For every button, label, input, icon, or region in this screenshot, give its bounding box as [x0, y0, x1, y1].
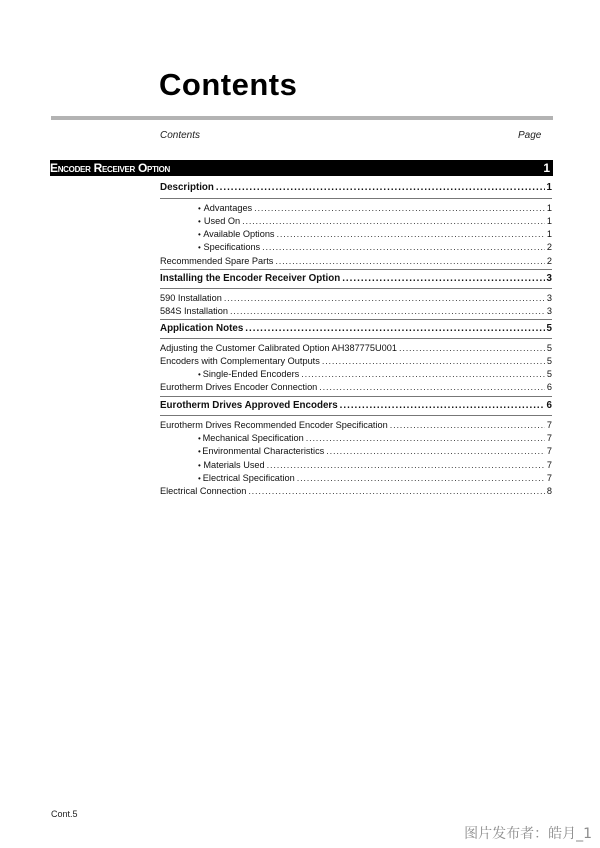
bullet-icon: • [198, 474, 201, 483]
toc-entry-recommended-encoder-spec[interactable] [160, 419, 552, 431]
toc-entry-page: 5 [546, 369, 552, 379]
toc-entry-materials-used[interactable] [160, 459, 552, 471]
toc-entry-584s-installation[interactable] [160, 305, 552, 317]
toc-entry-approved-encoders[interactable] [160, 400, 552, 412]
toc-entry-page: 1 [546, 216, 552, 226]
toc-entry-page: 1 [546, 229, 552, 239]
toc-entry-page: 1 [546, 203, 552, 213]
dot-leader [277, 228, 545, 240]
toc-entry-page: 7 [546, 433, 552, 443]
bullet-icon: • [198, 230, 201, 239]
page-title: Contents [159, 67, 298, 102]
page-column-header: Page [518, 130, 542, 141]
toc-entry-page: 5 [546, 323, 552, 334]
divider [160, 198, 552, 199]
toc-entry-page: 7 [546, 460, 552, 470]
toc-entry-used-on[interactable] [160, 215, 552, 227]
toc-entry-environmental[interactable] [160, 445, 552, 457]
toc-entry-label: Environmental Characteristics [202, 446, 325, 456]
toc-entry-page: 5 [546, 356, 552, 366]
toc-entry-label: Available Options [203, 229, 275, 239]
bullet-icon: • [198, 217, 201, 226]
dot-leader [245, 323, 544, 335]
dot-leader [301, 368, 545, 380]
toc-entry-page: 3 [546, 273, 552, 284]
toc-entry-page: 3 [546, 293, 552, 303]
toc-entry-label: Eurotherm Drives Encoder Connection [160, 382, 318, 392]
toc-entry-label: Used On [203, 216, 241, 226]
watermark: 图片发布者：皓月_1 [464, 826, 592, 842]
dot-leader [254, 202, 545, 214]
divider [160, 269, 552, 270]
dot-leader [306, 432, 545, 444]
toc-entry-recommended-spare-parts[interactable] [160, 255, 552, 267]
toc-entry-label: Specifications [203, 242, 261, 252]
toc-entry-electrical-spec[interactable] [160, 472, 552, 484]
toc-entry-advantages[interactable] [160, 202, 552, 214]
toc-entry-available-options[interactable] [160, 228, 552, 240]
dot-leader [248, 485, 545, 497]
toc-entry-page: 2 [546, 256, 552, 266]
toc-entry-label: 590 Installation [160, 293, 222, 303]
dot-leader [322, 355, 545, 367]
toc-entry-label: Electrical Connection [160, 486, 247, 496]
dot-leader [342, 273, 544, 285]
divider [160, 288, 552, 289]
dot-leader [267, 459, 545, 471]
dot-leader [275, 255, 545, 267]
toc-entry-page: 8 [546, 486, 552, 496]
toc-entry-label: Eurotherm Drives Approved Encoders [160, 400, 338, 411]
toc-entry-label: Advantages [203, 203, 253, 213]
toc-entry-adjusting[interactable] [160, 342, 552, 354]
dot-leader [319, 381, 545, 393]
toc-entry-label: Materials Used [203, 460, 265, 470]
toc-entry-page: 5 [546, 343, 552, 353]
toc-entry-electrical-connection[interactable] [160, 485, 552, 497]
dot-leader [224, 292, 545, 304]
dot-leader [262, 241, 545, 253]
divider [160, 415, 552, 416]
divider [160, 319, 552, 320]
toc-entry-590-installation[interactable] [160, 292, 552, 304]
section-title: Encoder Receiver Option [50, 161, 171, 175]
section-heading-bar[interactable] [50, 160, 553, 176]
toc-entry-description[interactable] [160, 182, 552, 194]
toc-entry-label: 584S Installation [160, 306, 228, 316]
dot-leader [216, 182, 545, 194]
toc-entry-page: 6 [546, 400, 552, 411]
toc-entry-page: 3 [546, 306, 552, 316]
toc-entry-label: Single-Ended Encoders [202, 369, 300, 379]
bullet-icon: • [198, 461, 201, 470]
toc-entry-page: 7 [546, 473, 552, 483]
toc-entry-application-notes[interactable] [160, 323, 552, 335]
toc-entry-label: Application Notes [160, 323, 244, 334]
toc-entry-label: Electrical Specification [202, 473, 295, 483]
footer-page-label: Cont.5 [51, 809, 78, 819]
contents-column-header: Contents [160, 130, 201, 141]
toc-entry-single-ended[interactable] [160, 368, 552, 380]
toc-entry-label: Mechanical Specification [202, 433, 304, 443]
toc-entry-label: Recommended Spare Parts [160, 256, 274, 266]
bullet-icon: • [198, 434, 201, 443]
title-rule [51, 116, 553, 120]
toc-entry-page: 1 [546, 182, 552, 193]
toc-entry-page: 7 [546, 446, 552, 456]
toc-entry-page: 7 [546, 420, 552, 430]
toc-entry-page: 2 [546, 242, 552, 252]
dot-leader [326, 445, 545, 457]
dot-leader [399, 342, 545, 354]
toc-entry-label: Installing the Encoder Receiver Option [160, 273, 341, 284]
dot-leader [390, 419, 545, 431]
toc-entry-complementary-outputs[interactable] [160, 355, 552, 367]
toc-entry-label: Eurotherm Drives Recommended Encoder Specification [160, 420, 388, 430]
toc-entry-encoder-connection[interactable] [160, 381, 552, 393]
dot-leader [297, 472, 545, 484]
bullet-icon: • [198, 243, 201, 252]
toc-entry-specifications[interactable] [160, 241, 552, 253]
dot-leader [242, 215, 545, 227]
bullet-icon: • [198, 204, 201, 213]
toc-entry-label: Adjusting the Customer Calibrated Option AH387775U001 [160, 343, 397, 353]
divider [160, 338, 552, 339]
toc-entry-label: Description [160, 182, 214, 193]
bullet-icon: • [198, 447, 201, 456]
section-page-number: 1 [543, 161, 550, 175]
dot-leader [230, 305, 545, 317]
toc-entry-label: Encoders with Complementary Outputs [160, 356, 320, 366]
divider [160, 396, 552, 397]
toc-entry-installing[interactable] [160, 273, 552, 285]
bullet-icon: • [198, 370, 201, 379]
toc-entry-mechanical-spec[interactable] [160, 432, 552, 444]
toc-entry-page: 6 [546, 382, 552, 392]
dot-leader [340, 400, 545, 412]
